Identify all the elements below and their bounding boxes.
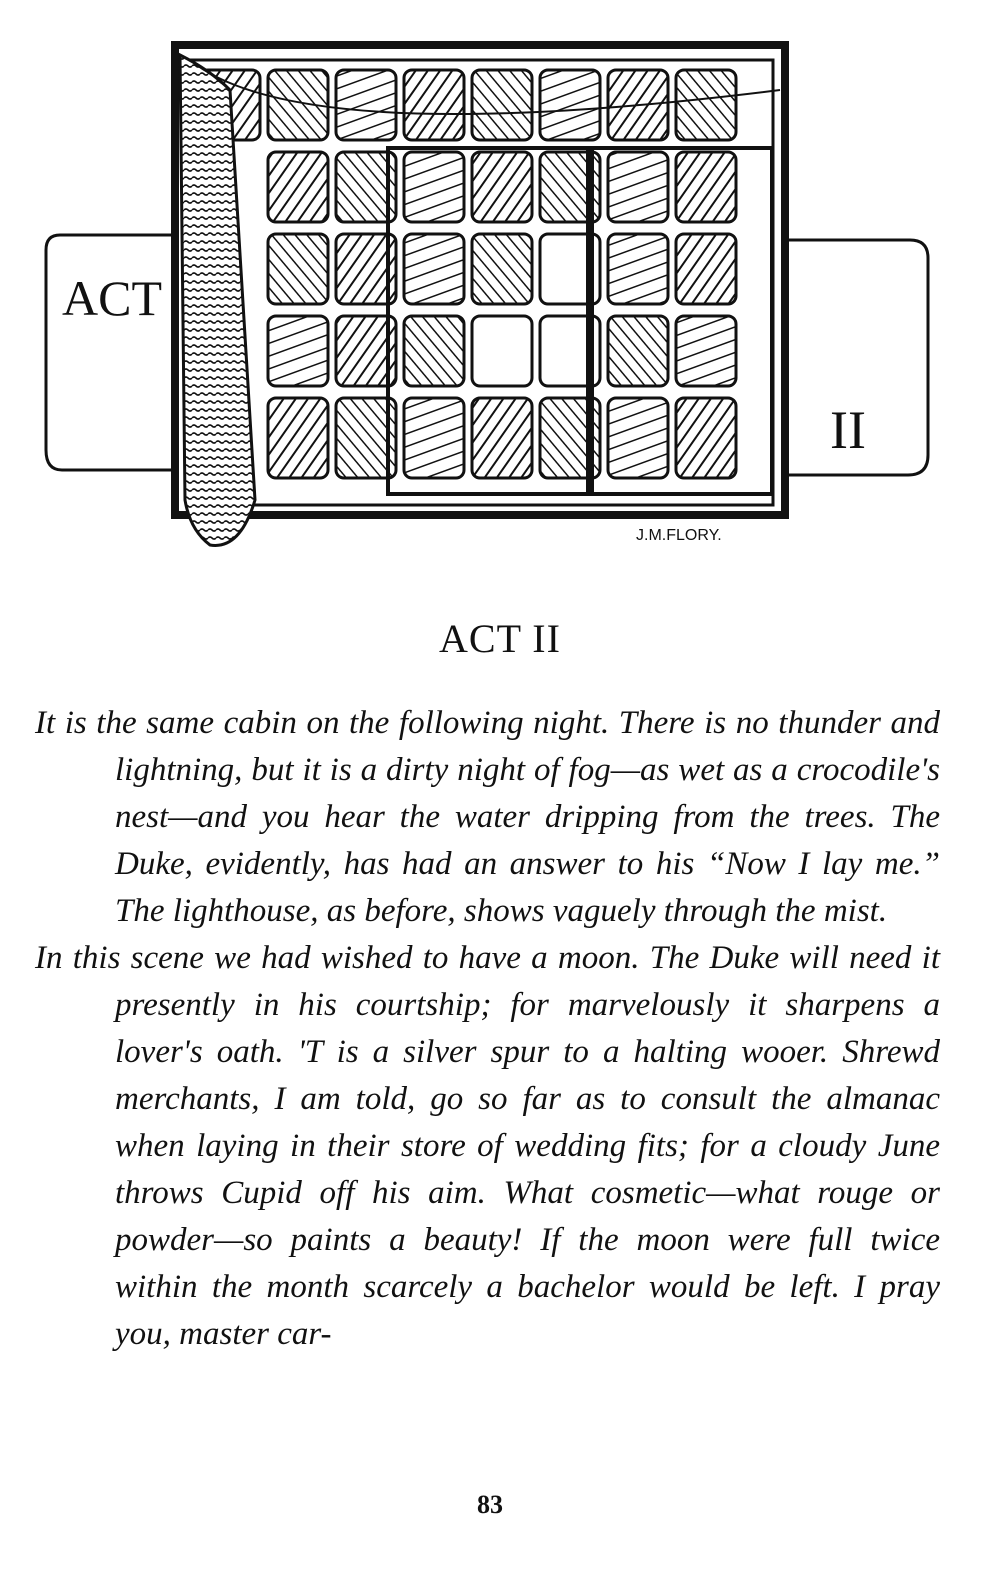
- svg-text:ACT: ACT: [62, 270, 162, 326]
- page-number: 83: [477, 1490, 503, 1519]
- stage-directions: [35, 700, 940, 1358]
- stage-direction-paragraph-1: It is the same cabin on the following night. There is no thunder and lightning, but it is a dirty night of fog—as wet as a crocodile's nest—and you hear the water dripping from the trees. The Duke, evidently, has had an answer to his “Now I lay me.” The lighthouse, as before, shows vaguely through the mist.: [35, 705, 940, 929]
- svg-text:II: II: [830, 400, 866, 460]
- svg-text:J.M.FLORY.: J.M.FLORY.: [636, 527, 722, 544]
- act-heading: ACT II: [439, 616, 561, 661]
- act-illustration: [40, 30, 940, 570]
- stage-direction-paragraph-2: In this scene we had wished to have a moon. The Duke will need it presently in his courtship; for marvelously it sharpens a lover's oath. 'T is a silver spur to a halting wooer. Shrewd merchants, I am told, go so far as to consult the almanac when laying in their store of wedding fits; for a cloudy June throws Cupid off his aim. What cosmetic—what rouge or powder—so paints a beauty! If the moon were full twice within the month scarcely a bachelor would be left. I pray you, master car-: [35, 940, 940, 1352]
